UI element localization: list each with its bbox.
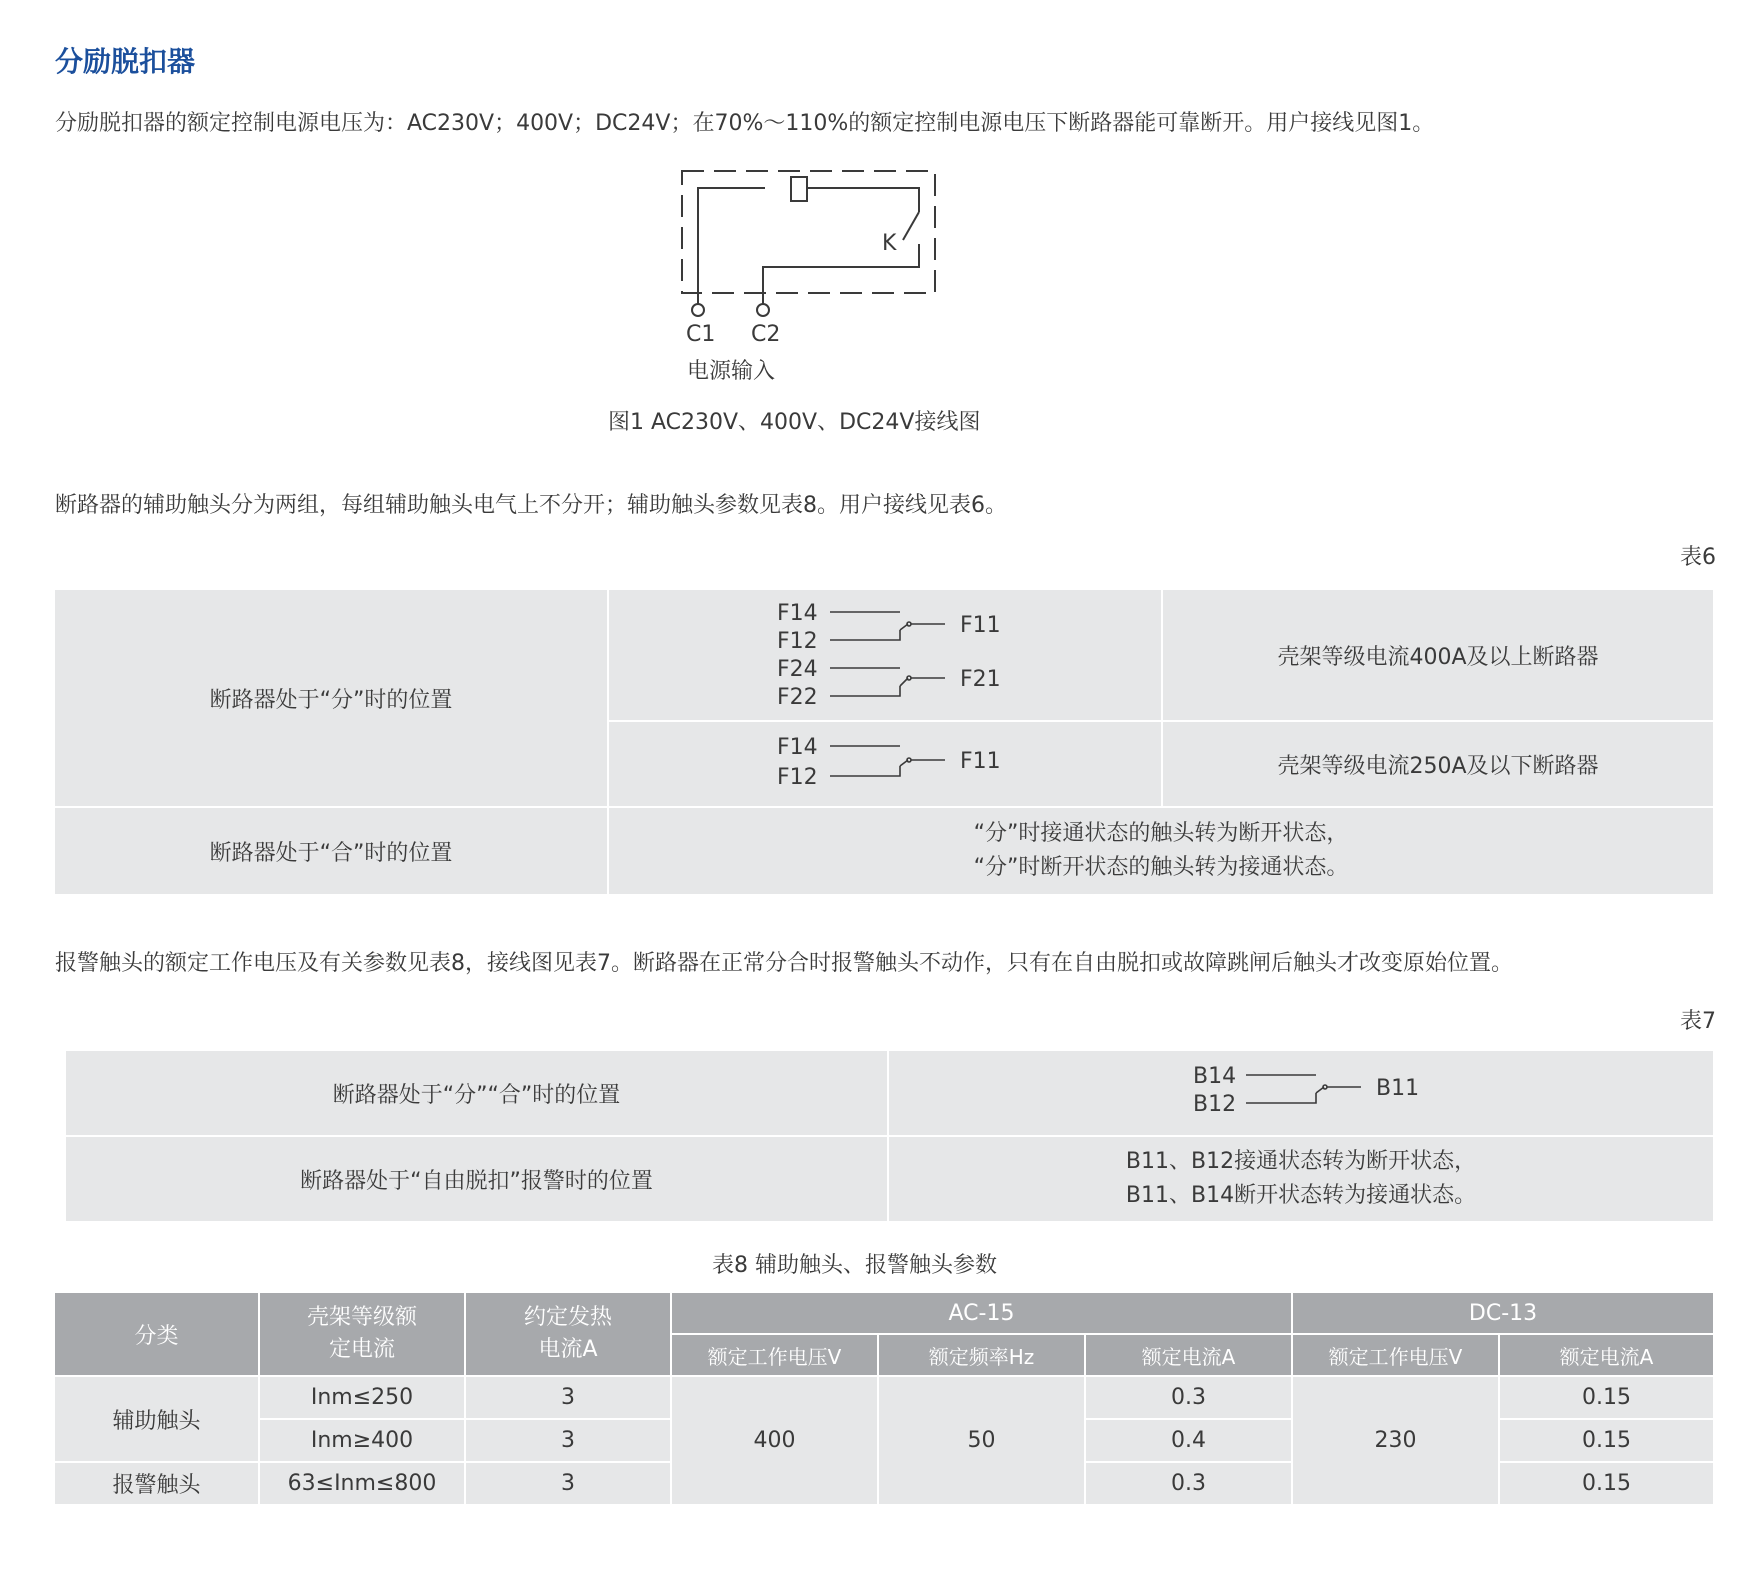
coil-symbol — [791, 177, 807, 201]
row-ac-current: 0.3 — [1085, 1376, 1292, 1419]
label-f12: F12 — [777, 765, 818, 790]
wire-c1 — [698, 188, 765, 304]
terminal-c1 — [692, 304, 704, 316]
table6-desc-250: 壳架等级电流250A及以下断路器 — [1162, 721, 1714, 807]
label-f21: F21 — [960, 667, 1001, 692]
table7-row2-desc — [888, 1136, 1714, 1222]
table8 — [53, 1291, 1715, 1506]
shared-ac-voltage: 400 — [671, 1376, 878, 1505]
table6-close-line2: “分”时断开状态的触头转为接通状态。 — [973, 855, 1349, 880]
header-ac-voltage: 额定工作电压V — [671, 1334, 878, 1376]
header-dc-current: 额定电流A — [1499, 1334, 1714, 1376]
intro-paragraph: 分励脱扣器的额定控制电源电压为：AC230V；400V；DC24V；在70%～110%的额定控制电源电压下断路器能可靠断开。用户接线见图1。 — [55, 111, 1435, 136]
section-title: 分励脱扣器 — [55, 45, 196, 78]
table6-label: 表6 — [1680, 545, 1716, 570]
figure1-caption: 图1 AC230V、400V、DC24V接线图 — [608, 410, 981, 435]
row-aux-category: 辅助触头 — [54, 1376, 259, 1462]
header-frame-current-line1: 壳架等级额 — [306, 1305, 417, 1330]
alarm-contact-diagram — [1171, 1055, 1431, 1125]
label-f24: F24 — [777, 657, 818, 682]
label-f22: F22 — [777, 685, 818, 710]
header-ac15: AC-15 — [671, 1292, 1292, 1334]
row-thermal-current: 3 — [465, 1419, 671, 1462]
header-ac-frequency: 额定频率Hz — [878, 1334, 1085, 1376]
header-frame-current — [259, 1292, 465, 1376]
row-dc-current: 0.15 — [1499, 1376, 1714, 1419]
row-alarm-category: 报警触头 — [54, 1462, 259, 1505]
switch-k-blade — [903, 212, 919, 240]
power-input-label: 电源输入 — [687, 359, 776, 384]
terminal-c2 — [757, 304, 769, 316]
table6-close-line1: “分”时接通状态的触头转为断开状态， — [973, 821, 1349, 846]
row-ac-current: 0.3 — [1085, 1462, 1292, 1505]
label-f11: F11 — [960, 613, 1001, 638]
label-f11: F11 — [960, 749, 1001, 774]
row-frame-current: Inm≤250 — [259, 1376, 465, 1419]
row-thermal-current: 3 — [465, 1462, 671, 1505]
table6-desc-400: 壳架等级电流400A及以上断路器 — [1162, 589, 1714, 721]
table7 — [64, 1049, 1715, 1223]
shared-ac-frequency: 50 — [878, 1376, 1085, 1505]
figure1-wiring-diagram — [660, 160, 950, 390]
label-b11: B11 — [1376, 1076, 1420, 1101]
contact-diagram-250 — [755, 726, 1015, 796]
contact-diagram-400 — [755, 590, 1015, 714]
label-b12: B12 — [1193, 1092, 1237, 1117]
header-dc-voltage: 额定工作电压V — [1292, 1334, 1499, 1376]
wire-coil-right — [807, 188, 919, 212]
table6-close-label: 断路器处于“合”时的位置 — [54, 807, 608, 895]
header-dc13: DC-13 — [1292, 1292, 1714, 1334]
table7-row1-label: 断路器处于“分”“合”时的位置 — [65, 1050, 888, 1136]
table6-diagram-a — [608, 589, 1162, 721]
table7-row2-line1: B11、B12接通状态转为断开状态， — [1125, 1149, 1477, 1174]
c2-label: C2 — [751, 322, 781, 347]
table7-row2-label: 断路器处于“自由脱扣”报警时的位置 — [65, 1136, 888, 1222]
label-f14: F14 — [777, 735, 818, 760]
alarm-paragraph: 报警触头的额定工作电压及有关参数见表8，接线图见表7。断路器在正常分合时报警触头不动作，只有在自由脱扣或故障跳闸后触头才改变原始位置。 — [55, 951, 1513, 976]
table7-label: 表7 — [1680, 1009, 1716, 1034]
c1-label: C1 — [686, 322, 716, 347]
header-category: 分类 — [54, 1292, 259, 1376]
label-b14: B14 — [1193, 1064, 1237, 1089]
aux-paragraph: 断路器的辅助触头分为两组，每组辅助触头电气上不分开；辅助触头参数见表8。用户接线见表6。 — [55, 493, 1007, 518]
header-thermal-line1: 约定发热 — [523, 1305, 612, 1330]
row-frame-current: Inm≥400 — [259, 1419, 465, 1462]
table6-diagram-b — [608, 721, 1162, 807]
header-thermal-current — [465, 1292, 671, 1376]
row-dc-current: 0.15 — [1499, 1419, 1714, 1462]
table7-diagram — [888, 1050, 1714, 1136]
table8-caption: 表8 辅助触头、报警触头参数 — [712, 1253, 997, 1278]
row-thermal-current: 3 — [465, 1376, 671, 1419]
row-ac-current: 0.4 — [1085, 1419, 1292, 1462]
label-f14: F14 — [777, 601, 818, 626]
label-f12: F12 — [777, 629, 818, 654]
k-label: K — [882, 231, 897, 256]
table7-row2-line2: B11、B14断开状态转为接通状态。 — [1125, 1183, 1477, 1208]
header-ac-current: 额定电流A — [1085, 1334, 1292, 1376]
header-thermal-line2: 电流A — [538, 1337, 598, 1362]
table6-open-label: 断路器处于“分”时的位置 — [54, 589, 608, 807]
row-dc-current: 0.15 — [1499, 1462, 1714, 1505]
row-frame-current: 63≤Inm≤800 — [259, 1462, 465, 1505]
table6-close-desc — [608, 807, 1714, 895]
enclosure-outline — [682, 171, 935, 293]
shared-dc-voltage: 230 — [1292, 1376, 1499, 1505]
table6 — [53, 588, 1715, 896]
header-frame-current-line2: 定电流 — [328, 1337, 395, 1362]
